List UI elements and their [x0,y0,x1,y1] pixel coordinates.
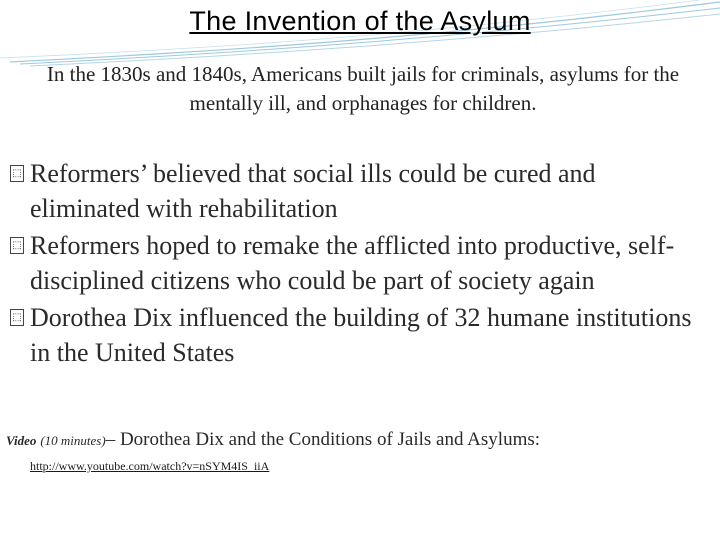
video-dash: – [105,429,120,450]
video-link[interactable]: http://www.youtube.com/watch?v=nSYM4IS_iiA [30,459,270,473]
bullet-text: Reformers’ believed that social ills could be cured and eliminated with rehabilitation [30,159,596,223]
intro-text: In the 1830s and 1840s, Americans built jails for criminals, asylums for the mentally ill, and orphanages for children. [46,62,680,115]
video-duration: (10 minutes) [40,433,106,448]
placeholder-box-icon: ⬚ [10,309,24,326]
bullet-text: Dorothea Dix influenced the building of 32 humane institutions in the United States [30,303,692,367]
video-description: Dorothea Dix and the Conditions of Jails and Asylums: [119,429,541,450]
bullet-list [8,156,708,372]
video-tag: Video [6,433,37,448]
slide-title: The Invention of the Asylum [189,6,531,36]
bullet-item-dorothea-dix [8,300,708,370]
video-reference [6,428,714,474]
placeholder-box-icon: ⬚ [10,165,24,182]
bullet-item-rehabilitation [8,156,708,226]
placeholder-box-icon: ⬚ [10,237,24,254]
bullet-item-remake [8,228,708,298]
bullet-text: Reformers hoped to remake the afflicted into productive, self-disciplined citizens who could be part of society again [30,231,675,295]
